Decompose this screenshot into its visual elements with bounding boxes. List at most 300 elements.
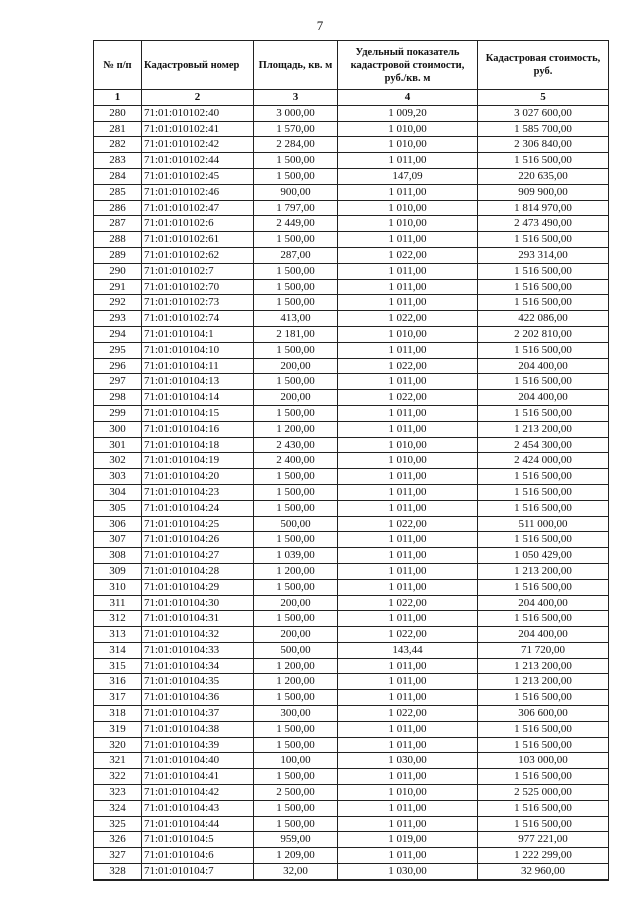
area-cell: 1 500,00 xyxy=(254,279,338,295)
cadastral-number-cell: 71:01:010104:13 xyxy=(142,374,254,390)
cadastral-value-cell: 1 050 429,00 xyxy=(478,548,609,564)
unit-value-cell: 1 011,00 xyxy=(338,769,478,785)
row-number-cell: 305 xyxy=(94,500,142,516)
table-row xyxy=(94,721,609,737)
table-row xyxy=(94,469,609,485)
unit-value-cell: 1 011,00 xyxy=(338,263,478,279)
unit-value-cell: 1 011,00 xyxy=(338,674,478,690)
area-cell: 300,00 xyxy=(254,706,338,722)
row-number-cell: 293 xyxy=(94,311,142,327)
unit-value-cell: 1 011,00 xyxy=(338,153,478,169)
cadastral-value-cell: 3 027 600,00 xyxy=(478,105,609,121)
area-cell: 500,00 xyxy=(254,642,338,658)
unit-value-cell: 1 011,00 xyxy=(338,374,478,390)
cadastral-number-cell: 71:01:010104:34 xyxy=(142,658,254,674)
cadastral-value-cell: 1 516 500,00 xyxy=(478,800,609,816)
unit-value-cell: 1 011,00 xyxy=(338,342,478,358)
cadastral-value-cell: 1 585 700,00 xyxy=(478,121,609,137)
area-cell: 200,00 xyxy=(254,358,338,374)
cadastral-number-cell: 71:01:010102:70 xyxy=(142,279,254,295)
area-cell: 1 570,00 xyxy=(254,121,338,137)
cadastral-number-cell: 71:01:010104:37 xyxy=(142,706,254,722)
table-row xyxy=(94,864,609,880)
cadastral-number-cell: 71:01:010102:62 xyxy=(142,247,254,263)
table-row xyxy=(94,184,609,200)
table-row xyxy=(94,785,609,801)
cadastral-value-cell: 1 516 500,00 xyxy=(478,769,609,785)
unit-value-cell: 1 022,00 xyxy=(338,358,478,374)
table-row xyxy=(94,816,609,832)
row-number-cell: 285 xyxy=(94,184,142,200)
table-row xyxy=(94,121,609,137)
area-cell: 1 500,00 xyxy=(254,500,338,516)
unit-value-cell: 1 011,00 xyxy=(338,658,478,674)
cadastral-value-cell: 1 516 500,00 xyxy=(478,295,609,311)
column-number: 5 xyxy=(478,90,609,106)
cadastral-value-cell: 511 000,00 xyxy=(478,516,609,532)
cadastral-number-cell: 71:01:010104:5 xyxy=(142,832,254,848)
cadastral-value-cell: 1 213 200,00 xyxy=(478,563,609,579)
table-row xyxy=(94,263,609,279)
area-cell: 1 200,00 xyxy=(254,421,338,437)
cadastral-number-cell: 71:01:010104:40 xyxy=(142,753,254,769)
unit-value-cell: 1 022,00 xyxy=(338,390,478,406)
cadastral-number-cell: 71:01:010104:26 xyxy=(142,532,254,548)
unit-value-cell: 1 011,00 xyxy=(338,563,478,579)
cadastral-number-cell: 71:01:010102:7 xyxy=(142,263,254,279)
unit-value-cell: 1 010,00 xyxy=(338,453,478,469)
cadastral-value-cell: 2 424 000,00 xyxy=(478,453,609,469)
table-row xyxy=(94,437,609,453)
row-number-cell: 315 xyxy=(94,658,142,674)
table-row xyxy=(94,642,609,658)
cadastral-value-cell: 1 516 500,00 xyxy=(478,484,609,500)
cadastral-number-cell: 71:01:010104:1 xyxy=(142,326,254,342)
cadastral-value-cell: 1 516 500,00 xyxy=(478,737,609,753)
column-number: 2 xyxy=(142,90,254,106)
table-row xyxy=(94,548,609,564)
row-number-cell: 287 xyxy=(94,216,142,232)
cadastral-number-cell: 71:01:010102:61 xyxy=(142,232,254,248)
area-cell: 1 500,00 xyxy=(254,405,338,421)
table-body xyxy=(94,105,609,880)
row-number-cell: 288 xyxy=(94,232,142,248)
area-cell: 2 284,00 xyxy=(254,137,338,153)
table-row xyxy=(94,484,609,500)
cadastral-value-cell: 909 900,00 xyxy=(478,184,609,200)
row-number-cell: 327 xyxy=(94,848,142,864)
cadastral-value-cell: 2 202 810,00 xyxy=(478,326,609,342)
cadastral-number-cell: 71:01:010104:35 xyxy=(142,674,254,690)
table-row xyxy=(94,674,609,690)
header-cadastral-number: Кадастровый номер xyxy=(142,41,254,90)
row-number-cell: 292 xyxy=(94,295,142,311)
table-header xyxy=(94,41,609,106)
cadastral-value-cell: 1 516 500,00 xyxy=(478,532,609,548)
column-number-row xyxy=(94,90,609,106)
table-row xyxy=(94,247,609,263)
cadastral-number-cell: 71:01:010104:41 xyxy=(142,769,254,785)
row-number-cell: 328 xyxy=(94,864,142,880)
table-row xyxy=(94,295,609,311)
cadastral-value-cell: 1 814 970,00 xyxy=(478,200,609,216)
row-number-cell: 295 xyxy=(94,342,142,358)
table-row xyxy=(94,358,609,374)
table-row xyxy=(94,579,609,595)
cadastral-number-cell: 71:01:010104:33 xyxy=(142,642,254,658)
table-row xyxy=(94,532,609,548)
cadastral-value-cell: 1 516 500,00 xyxy=(478,611,609,627)
cadastral-number-cell: 71:01:010104:38 xyxy=(142,721,254,737)
area-cell: 2 500,00 xyxy=(254,785,338,801)
area-cell: 413,00 xyxy=(254,311,338,327)
unit-value-cell: 1 011,00 xyxy=(338,279,478,295)
table-row xyxy=(94,706,609,722)
row-number-cell: 325 xyxy=(94,816,142,832)
cadastral-number-cell: 71:01:010104:30 xyxy=(142,595,254,611)
cadastral-number-cell: 71:01:010102:46 xyxy=(142,184,254,200)
row-number-cell: 324 xyxy=(94,800,142,816)
row-number-cell: 296 xyxy=(94,358,142,374)
unit-value-cell: 1 011,00 xyxy=(338,532,478,548)
row-number-cell: 286 xyxy=(94,200,142,216)
unit-value-cell: 143,44 xyxy=(338,642,478,658)
area-cell: 1 500,00 xyxy=(254,469,338,485)
area-cell: 959,00 xyxy=(254,832,338,848)
cadastral-value-cell: 2 473 490,00 xyxy=(478,216,609,232)
unit-value-cell: 147,09 xyxy=(338,168,478,184)
cadastral-value-cell: 1 516 500,00 xyxy=(478,263,609,279)
cadastral-number-cell: 71:01:010104:29 xyxy=(142,579,254,595)
row-number-cell: 290 xyxy=(94,263,142,279)
column-number: 1 xyxy=(94,90,142,106)
table-row xyxy=(94,563,609,579)
row-number-cell: 320 xyxy=(94,737,142,753)
row-number-cell: 321 xyxy=(94,753,142,769)
unit-value-cell: 1 011,00 xyxy=(338,500,478,516)
row-number-cell: 318 xyxy=(94,706,142,722)
row-number-cell: 307 xyxy=(94,532,142,548)
area-cell: 1 500,00 xyxy=(254,816,338,832)
table-row xyxy=(94,453,609,469)
cadastral-number-cell: 71:01:010102:45 xyxy=(142,168,254,184)
cadastral-value-cell: 1 516 500,00 xyxy=(478,279,609,295)
header-area: Площадь, кв. м xyxy=(254,41,338,90)
table-row xyxy=(94,800,609,816)
row-number-cell: 326 xyxy=(94,832,142,848)
area-cell: 287,00 xyxy=(254,247,338,263)
row-number-cell: 312 xyxy=(94,611,142,627)
area-cell: 1 200,00 xyxy=(254,674,338,690)
unit-value-cell: 1 010,00 xyxy=(338,121,478,137)
unit-value-cell: 1 019,00 xyxy=(338,832,478,848)
cadastral-number-cell: 71:01:010104:10 xyxy=(142,342,254,358)
cadastral-value-cell: 103 000,00 xyxy=(478,753,609,769)
row-number-cell: 282 xyxy=(94,137,142,153)
area-cell: 900,00 xyxy=(254,184,338,200)
cadastral-value-cell: 204 400,00 xyxy=(478,627,609,643)
cadastral-value-cell: 1 516 500,00 xyxy=(478,374,609,390)
row-number-cell: 304 xyxy=(94,484,142,500)
table-row xyxy=(94,516,609,532)
header-unit-value: Удельный показатель кадастровой стоимости, руб./кв. м xyxy=(338,41,478,90)
cadastral-value-cell: 204 400,00 xyxy=(478,595,609,611)
area-cell: 32,00 xyxy=(254,864,338,880)
cadastral-number-cell: 71:01:010102:6 xyxy=(142,216,254,232)
unit-value-cell: 1 022,00 xyxy=(338,627,478,643)
table-row xyxy=(94,279,609,295)
row-number-cell: 308 xyxy=(94,548,142,564)
cadastral-number-cell: 71:01:010104:20 xyxy=(142,469,254,485)
cadastral-value-cell: 1 516 500,00 xyxy=(478,469,609,485)
cadastral-number-cell: 71:01:010104:27 xyxy=(142,548,254,564)
table-row xyxy=(94,658,609,674)
row-number-cell: 323 xyxy=(94,785,142,801)
table-row xyxy=(94,595,609,611)
cadastral-value-cell: 1 516 500,00 xyxy=(478,721,609,737)
cadastral-number-cell: 71:01:010104:32 xyxy=(142,627,254,643)
table-row xyxy=(94,500,609,516)
cadastral-number-cell: 71:01:010102:74 xyxy=(142,311,254,327)
table-row xyxy=(94,848,609,864)
row-number-cell: 289 xyxy=(94,247,142,263)
area-cell: 1 500,00 xyxy=(254,232,338,248)
cadastral-number-cell: 71:01:010104:24 xyxy=(142,500,254,516)
cadastral-number-cell: 71:01:010104:43 xyxy=(142,800,254,816)
cadastral-value-cell: 32 960,00 xyxy=(478,864,609,880)
column-number: 4 xyxy=(338,90,478,106)
cadastral-number-cell: 71:01:010102:40 xyxy=(142,105,254,121)
cadastral-number-cell: 71:01:010104:6 xyxy=(142,848,254,864)
unit-value-cell: 1 011,00 xyxy=(338,611,478,627)
area-cell: 1 500,00 xyxy=(254,342,338,358)
table-row xyxy=(94,216,609,232)
cadastral-value-cell: 1 516 500,00 xyxy=(478,153,609,169)
unit-value-cell: 1 011,00 xyxy=(338,548,478,564)
unit-value-cell: 1 022,00 xyxy=(338,247,478,263)
cadastral-value-cell: 2 306 840,00 xyxy=(478,137,609,153)
table-row xyxy=(94,627,609,643)
area-cell: 1 500,00 xyxy=(254,532,338,548)
area-cell: 1 039,00 xyxy=(254,548,338,564)
unit-value-cell: 1 011,00 xyxy=(338,484,478,500)
cadastral-number-cell: 71:01:010104:7 xyxy=(142,864,254,880)
cadastral-value-cell: 306 600,00 xyxy=(478,706,609,722)
cadastral-number-cell: 71:01:010104:42 xyxy=(142,785,254,801)
cadastral-value-cell: 204 400,00 xyxy=(478,390,609,406)
unit-value-cell: 1 011,00 xyxy=(338,816,478,832)
table-row xyxy=(94,737,609,753)
row-number-cell: 297 xyxy=(94,374,142,390)
unit-value-cell: 1 011,00 xyxy=(338,848,478,864)
area-cell: 1 500,00 xyxy=(254,800,338,816)
cadastral-value-cell: 2 525 000,00 xyxy=(478,785,609,801)
unit-value-cell: 1 011,00 xyxy=(338,579,478,595)
row-number-cell: 298 xyxy=(94,390,142,406)
header-row-number: № п/п xyxy=(94,41,142,90)
cadastral-number-cell: 71:01:010102:42 xyxy=(142,137,254,153)
cadastral-number-cell: 71:01:010104:25 xyxy=(142,516,254,532)
area-cell: 1 500,00 xyxy=(254,611,338,627)
cadastral-number-cell: 71:01:010104:28 xyxy=(142,563,254,579)
cadastral-number-cell: 71:01:010104:36 xyxy=(142,690,254,706)
area-cell: 1 500,00 xyxy=(254,168,338,184)
unit-value-cell: 1 011,00 xyxy=(338,690,478,706)
unit-value-cell: 1 011,00 xyxy=(338,800,478,816)
column-number: 3 xyxy=(254,90,338,106)
row-number-cell: 300 xyxy=(94,421,142,437)
unit-value-cell: 1 011,00 xyxy=(338,737,478,753)
cadastral-value-cell: 1 516 500,00 xyxy=(478,405,609,421)
cadastral-number-cell: 71:01:010102:41 xyxy=(142,121,254,137)
unit-value-cell: 1 010,00 xyxy=(338,785,478,801)
page-number: 7 xyxy=(316,18,324,33)
table-row xyxy=(94,342,609,358)
unit-value-cell: 1 010,00 xyxy=(338,200,478,216)
area-cell: 100,00 xyxy=(254,753,338,769)
area-cell: 2 400,00 xyxy=(254,453,338,469)
unit-value-cell: 1 011,00 xyxy=(338,295,478,311)
cadastral-value-cell: 977 221,00 xyxy=(478,832,609,848)
cadastral-value-cell: 1 516 500,00 xyxy=(478,690,609,706)
table-row xyxy=(94,168,609,184)
table-row xyxy=(94,326,609,342)
area-cell: 1 500,00 xyxy=(254,263,338,279)
cadastral-number-cell: 71:01:010104:44 xyxy=(142,816,254,832)
area-cell: 3 000,00 xyxy=(254,105,338,121)
cadastral-value-cell: 1 516 500,00 xyxy=(478,342,609,358)
row-number-cell: 301 xyxy=(94,437,142,453)
area-cell: 200,00 xyxy=(254,390,338,406)
area-cell: 1 500,00 xyxy=(254,737,338,753)
row-number-cell: 306 xyxy=(94,516,142,532)
table-row xyxy=(94,311,609,327)
header-cadastral-value: Кадастровая стоимость, руб. xyxy=(478,41,609,90)
row-number-cell: 281 xyxy=(94,121,142,137)
table-row xyxy=(94,611,609,627)
row-number-cell: 303 xyxy=(94,469,142,485)
row-number-cell: 311 xyxy=(94,595,142,611)
row-number-cell: 319 xyxy=(94,721,142,737)
row-number-cell: 317 xyxy=(94,690,142,706)
cadastral-value-table xyxy=(93,40,609,881)
cadastral-value-cell: 220 635,00 xyxy=(478,168,609,184)
table-row xyxy=(94,232,609,248)
table-row xyxy=(94,769,609,785)
area-cell: 1 797,00 xyxy=(254,200,338,216)
table-row xyxy=(94,405,609,421)
unit-value-cell: 1 030,00 xyxy=(338,864,478,880)
area-cell: 1 500,00 xyxy=(254,769,338,785)
cadastral-value-cell: 1 213 200,00 xyxy=(478,674,609,690)
unit-value-cell: 1 010,00 xyxy=(338,137,478,153)
cadastral-value-cell: 1 516 500,00 xyxy=(478,816,609,832)
area-cell: 200,00 xyxy=(254,627,338,643)
unit-value-cell: 1 009,20 xyxy=(338,105,478,121)
unit-value-cell: 1 011,00 xyxy=(338,721,478,737)
unit-value-cell: 1 010,00 xyxy=(338,326,478,342)
cadastral-number-cell: 71:01:010104:18 xyxy=(142,437,254,453)
row-number-cell: 316 xyxy=(94,674,142,690)
cadastral-number-cell: 71:01:010104:11 xyxy=(142,358,254,374)
cadastral-number-cell: 71:01:010102:47 xyxy=(142,200,254,216)
table-row xyxy=(94,690,609,706)
cadastral-number-cell: 71:01:010104:19 xyxy=(142,453,254,469)
area-cell: 1 500,00 xyxy=(254,690,338,706)
unit-value-cell: 1 022,00 xyxy=(338,516,478,532)
area-cell: 1 500,00 xyxy=(254,374,338,390)
row-number-cell: 284 xyxy=(94,168,142,184)
area-cell: 1 200,00 xyxy=(254,563,338,579)
area-cell: 2 449,00 xyxy=(254,216,338,232)
area-cell: 1 500,00 xyxy=(254,295,338,311)
area-cell: 2 430,00 xyxy=(254,437,338,453)
cadastral-number-cell: 71:01:010102:44 xyxy=(142,153,254,169)
row-number-cell: 313 xyxy=(94,627,142,643)
unit-value-cell: 1 011,00 xyxy=(338,469,478,485)
unit-value-cell: 1 010,00 xyxy=(338,437,478,453)
unit-value-cell: 1 030,00 xyxy=(338,753,478,769)
area-cell: 1 209,00 xyxy=(254,848,338,864)
cadastral-number-cell: 71:01:010104:14 xyxy=(142,390,254,406)
area-cell: 200,00 xyxy=(254,595,338,611)
row-number-cell: 322 xyxy=(94,769,142,785)
cadastral-value-cell: 1 516 500,00 xyxy=(478,232,609,248)
area-cell: 1 500,00 xyxy=(254,153,338,169)
table-row xyxy=(94,832,609,848)
unit-value-cell: 1 022,00 xyxy=(338,595,478,611)
unit-value-cell: 1 011,00 xyxy=(338,184,478,200)
cadastral-value-cell: 1 213 200,00 xyxy=(478,658,609,674)
row-number-cell: 302 xyxy=(94,453,142,469)
cadastral-number-cell: 71:01:010102:73 xyxy=(142,295,254,311)
unit-value-cell: 1 010,00 xyxy=(338,216,478,232)
row-number-cell: 309 xyxy=(94,563,142,579)
cadastral-number-cell: 71:01:010104:39 xyxy=(142,737,254,753)
row-number-cell: 310 xyxy=(94,579,142,595)
table-row xyxy=(94,105,609,121)
cadastral-number-cell: 71:01:010104:16 xyxy=(142,421,254,437)
cadastral-number-cell: 71:01:010104:15 xyxy=(142,405,254,421)
cadastral-number-cell: 71:01:010104:31 xyxy=(142,611,254,627)
unit-value-cell: 1 011,00 xyxy=(338,421,478,437)
unit-value-cell: 1 011,00 xyxy=(338,405,478,421)
area-cell: 1 500,00 xyxy=(254,579,338,595)
row-number-cell: 294 xyxy=(94,326,142,342)
cadastral-value-cell: 71 720,00 xyxy=(478,642,609,658)
cadastral-value-cell: 422 086,00 xyxy=(478,311,609,327)
area-cell: 2 181,00 xyxy=(254,326,338,342)
table-row xyxy=(94,374,609,390)
row-number-cell: 280 xyxy=(94,105,142,121)
area-cell: 500,00 xyxy=(254,516,338,532)
row-number-cell: 291 xyxy=(94,279,142,295)
cadastral-value-cell: 1 516 500,00 xyxy=(478,579,609,595)
table-row xyxy=(94,137,609,153)
unit-value-cell: 1 022,00 xyxy=(338,311,478,327)
cadastral-value-cell: 293 314,00 xyxy=(478,247,609,263)
cadastral-value-cell: 1 213 200,00 xyxy=(478,421,609,437)
row-number-cell: 299 xyxy=(94,405,142,421)
row-number-cell: 283 xyxy=(94,153,142,169)
unit-value-cell: 1 022,00 xyxy=(338,706,478,722)
area-cell: 1 500,00 xyxy=(254,721,338,737)
unit-value-cell: 1 011,00 xyxy=(338,232,478,248)
table-row xyxy=(94,421,609,437)
area-cell: 1 200,00 xyxy=(254,658,338,674)
area-cell: 1 500,00 xyxy=(254,484,338,500)
header-row xyxy=(94,41,609,90)
